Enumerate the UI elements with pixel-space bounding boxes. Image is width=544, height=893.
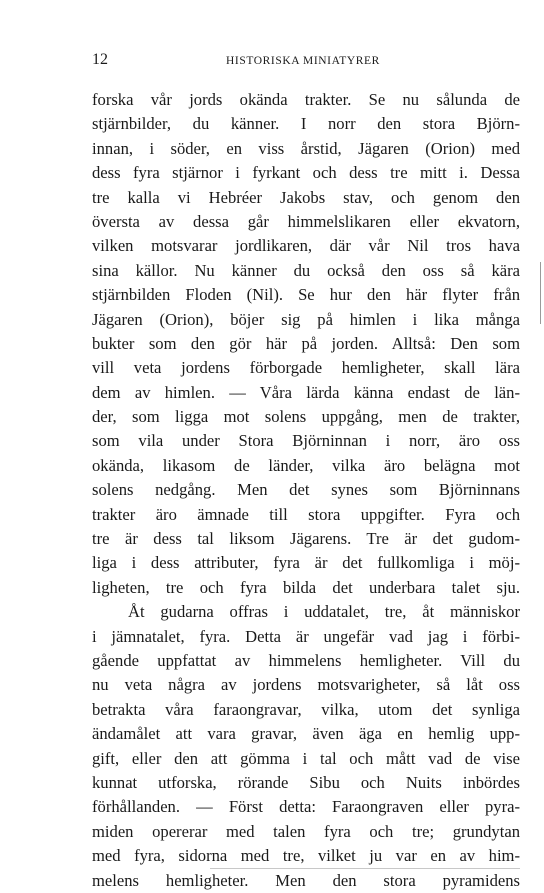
page-header bbox=[92, 50, 522, 70]
text-line: dess fyra stjärnor i fyrkant och dess tre mitt i. Dessa bbox=[92, 163, 520, 183]
text-line-paragraph-start: Åt gudarna offras i uddatalet, tre, åt människor bbox=[128, 602, 520, 622]
text-line: nu veta några av jordens motsvarigheter, så låt oss bbox=[92, 675, 520, 695]
text-line: solens nedgång. Men det synes som Björninnans bbox=[92, 480, 520, 500]
text-line: melens hemligheter. Men den stora pyramidens bbox=[92, 870, 520, 890]
text-line: Jägaren (Orion), böjer sig på himlen i lika många bbox=[92, 309, 520, 329]
text-line: okända, likasom de länder, vilka äro belägna mot bbox=[92, 455, 520, 475]
text-line: vilken motsvarar jordlikaren, där vår Nil tros hava bbox=[92, 236, 520, 256]
text-line: miden opererar med talen fyra och tre; grundytan bbox=[92, 821, 520, 841]
text-line: gående uppfattat av himmelens hemligheter. Vill du bbox=[92, 650, 520, 670]
text-line: trakter äro ämnade till stora uppgifter. Fyra och bbox=[92, 504, 520, 524]
text-line: som vila under Stora Björninnan i norr, äro oss bbox=[92, 431, 520, 451]
text-line: i jämnatalet, fyra. Detta är ungefär vad jag i förbi- bbox=[92, 626, 520, 646]
text-line: stjärnbilder, du känner. I norr den stora Björn- bbox=[92, 114, 520, 134]
page-edge-mark bbox=[540, 262, 541, 324]
text-line: översta av dessa går himmelslikaren eller ekvatorn, bbox=[92, 211, 520, 231]
text-line: tre är dess tal liksom Jägarens. Tre är det gudom- bbox=[92, 529, 520, 549]
body-text bbox=[92, 88, 520, 893]
text-line: med fyra, sidorna med tre, vilket ju var en av him- bbox=[92, 846, 520, 866]
text-line: ligheten, tre och fyra bilda det underbara talet sju. bbox=[92, 577, 520, 597]
page-bottom-edge bbox=[210, 868, 520, 869]
text-line: der, som ligga mot solens uppgång, men de trakter, bbox=[92, 407, 520, 427]
text-line: innan, i söder, en viss årstid, Jägaren (Orion) med bbox=[92, 138, 520, 158]
text-line: tre kalla vi Hebréer Jakobs stav, och genom den bbox=[92, 187, 520, 207]
text-line: gift, eller den att gömma i tal och mått vad de vise bbox=[92, 748, 520, 768]
text-line: vill veta jordens förborgade hemligheter, skall lära bbox=[92, 358, 520, 378]
text-line: liga i dess attributer, fyra är det fullkomliga i möj- bbox=[92, 553, 520, 573]
text-line: betrakta våra faraongravar, vilka, utom det synliga bbox=[92, 699, 520, 719]
text-line: sina källor. Nu känner du också den oss så kära bbox=[92, 260, 520, 280]
text-line: stjärnbilden Floden (Nil). Se hur den här flyter från bbox=[92, 285, 520, 305]
text-line: bukter som den gör här på jorden. Alltså: Den som bbox=[92, 333, 520, 353]
page-number: 12 bbox=[92, 51, 108, 68]
text-line: dem av himlen. — Våra lärda känna endast de län- bbox=[92, 382, 520, 402]
text-line: forska vår jords okända trakter. Se nu sålunda de bbox=[92, 90, 520, 109]
running-head: HISTORISKA MINIATYRER bbox=[226, 55, 380, 67]
text-line: ändamålet att vara gravar, även äga en hemlig upp- bbox=[92, 724, 520, 744]
text-line: förhållanden. — Först detta: Faraongraven eller pyra- bbox=[92, 797, 520, 817]
text-line: kunnat utforska, rörande Sibu och Nuits inbördes bbox=[92, 772, 520, 792]
